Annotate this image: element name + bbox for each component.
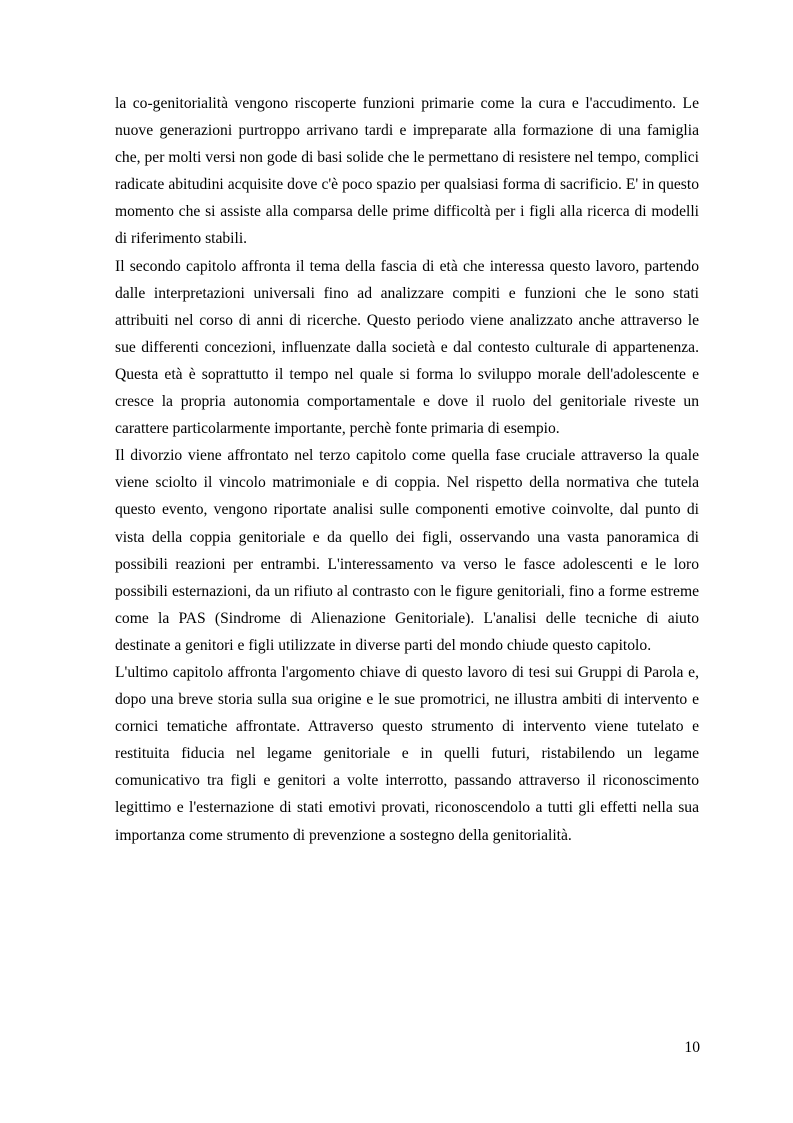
paragraph-intro-continuation: la co-genitorialità vengono riscoperte funzioni primarie come la cura e l'accudimento. Le nuove generazioni purtroppo arrivano tardi e impreparate alla formazione di una famiglia che, per molti versi non gode di basi solide che le permettano di resistere nel tempo, complici radicate abitudini acquisite dove c'è poco spazio per qualsiasi forma di sacrificio. E' in questo momento che si assiste alla comparsa delle prime difficoltà per i figli alla ricerca di modelli di riferimento stabili. bbox=[115, 95, 699, 248]
paragraph-chapter-two: Il secondo capitolo affronta il tema della fascia di età che interessa questo lavoro, partendo dalle interpretazioni universali fino ad analizzare compiti e funzioni che le sono stati attribuiti nel corso di anni di ricerche. Questo periodo viene analizzato anche attraverso le sue differenti concezioni, influenzate dalla società e dal contesto culturale di appartenenza. Questa età è soprattutto il tempo nel quale si forma lo sviluppo morale dell'adolescente e cresce la propria autonomia comportamentale e dove il ruolo del genitoriale riveste un carattere particolarmente importante, perchè fonte primaria di esempio. bbox=[115, 257, 699, 438]
paragraph-chapter-three: Il divorzio viene affrontato nel terzo capitolo come quella fase cruciale attraverso la quale viene sciolto il vincolo matrimoniale e di coppia. Nel rispetto della normativa che tutela questo evento, vengono riportate analisi sulle componenti emotive coinvolte, dal punto di vista della coppia genitoriale e da quello dei figli, osservando una vasta panoramica di possibili reazioni per entrambi. L'interessamento va verso le fasce adolescenti e le loro possibili esternazioni, da un rifiuto al contrasto con le figure genitoriali, fino a forme estreme come la PAS (Sindrome di Alienazione Genitoriale). L'analisi delle tecniche di aiuto destinate a genitori e figli utilizzate in diverse parti del mondo chiude questo capitolo. bbox=[115, 447, 699, 654]
page-number: 10 bbox=[684, 1039, 700, 1056]
body-text bbox=[115, 90, 699, 849]
paragraph-last-chapter: L'ultimo capitolo affronta l'argomento chiave di questo lavoro di tesi sui Gruppi di Parola e, dopo una breve storia sulla sua origine e le sue promotrici, ne illustra ambiti di intervento e cornici tematiche affrontate. Attraverso questo strumento di intervento viene tutelato e restituita fiducia nel legame genitoriale e in quelli futuri, ristabilendo un legame comunicativo tra figli e genitori a volte interrotto, passando attraverso il riconoscimento legittimo e l'esternazione di stati emotivi provati, riconoscendolo a tutti gli effetti nella sua importanza come strumento di prevenzione a sostegno della genitorialità. bbox=[115, 663, 699, 844]
